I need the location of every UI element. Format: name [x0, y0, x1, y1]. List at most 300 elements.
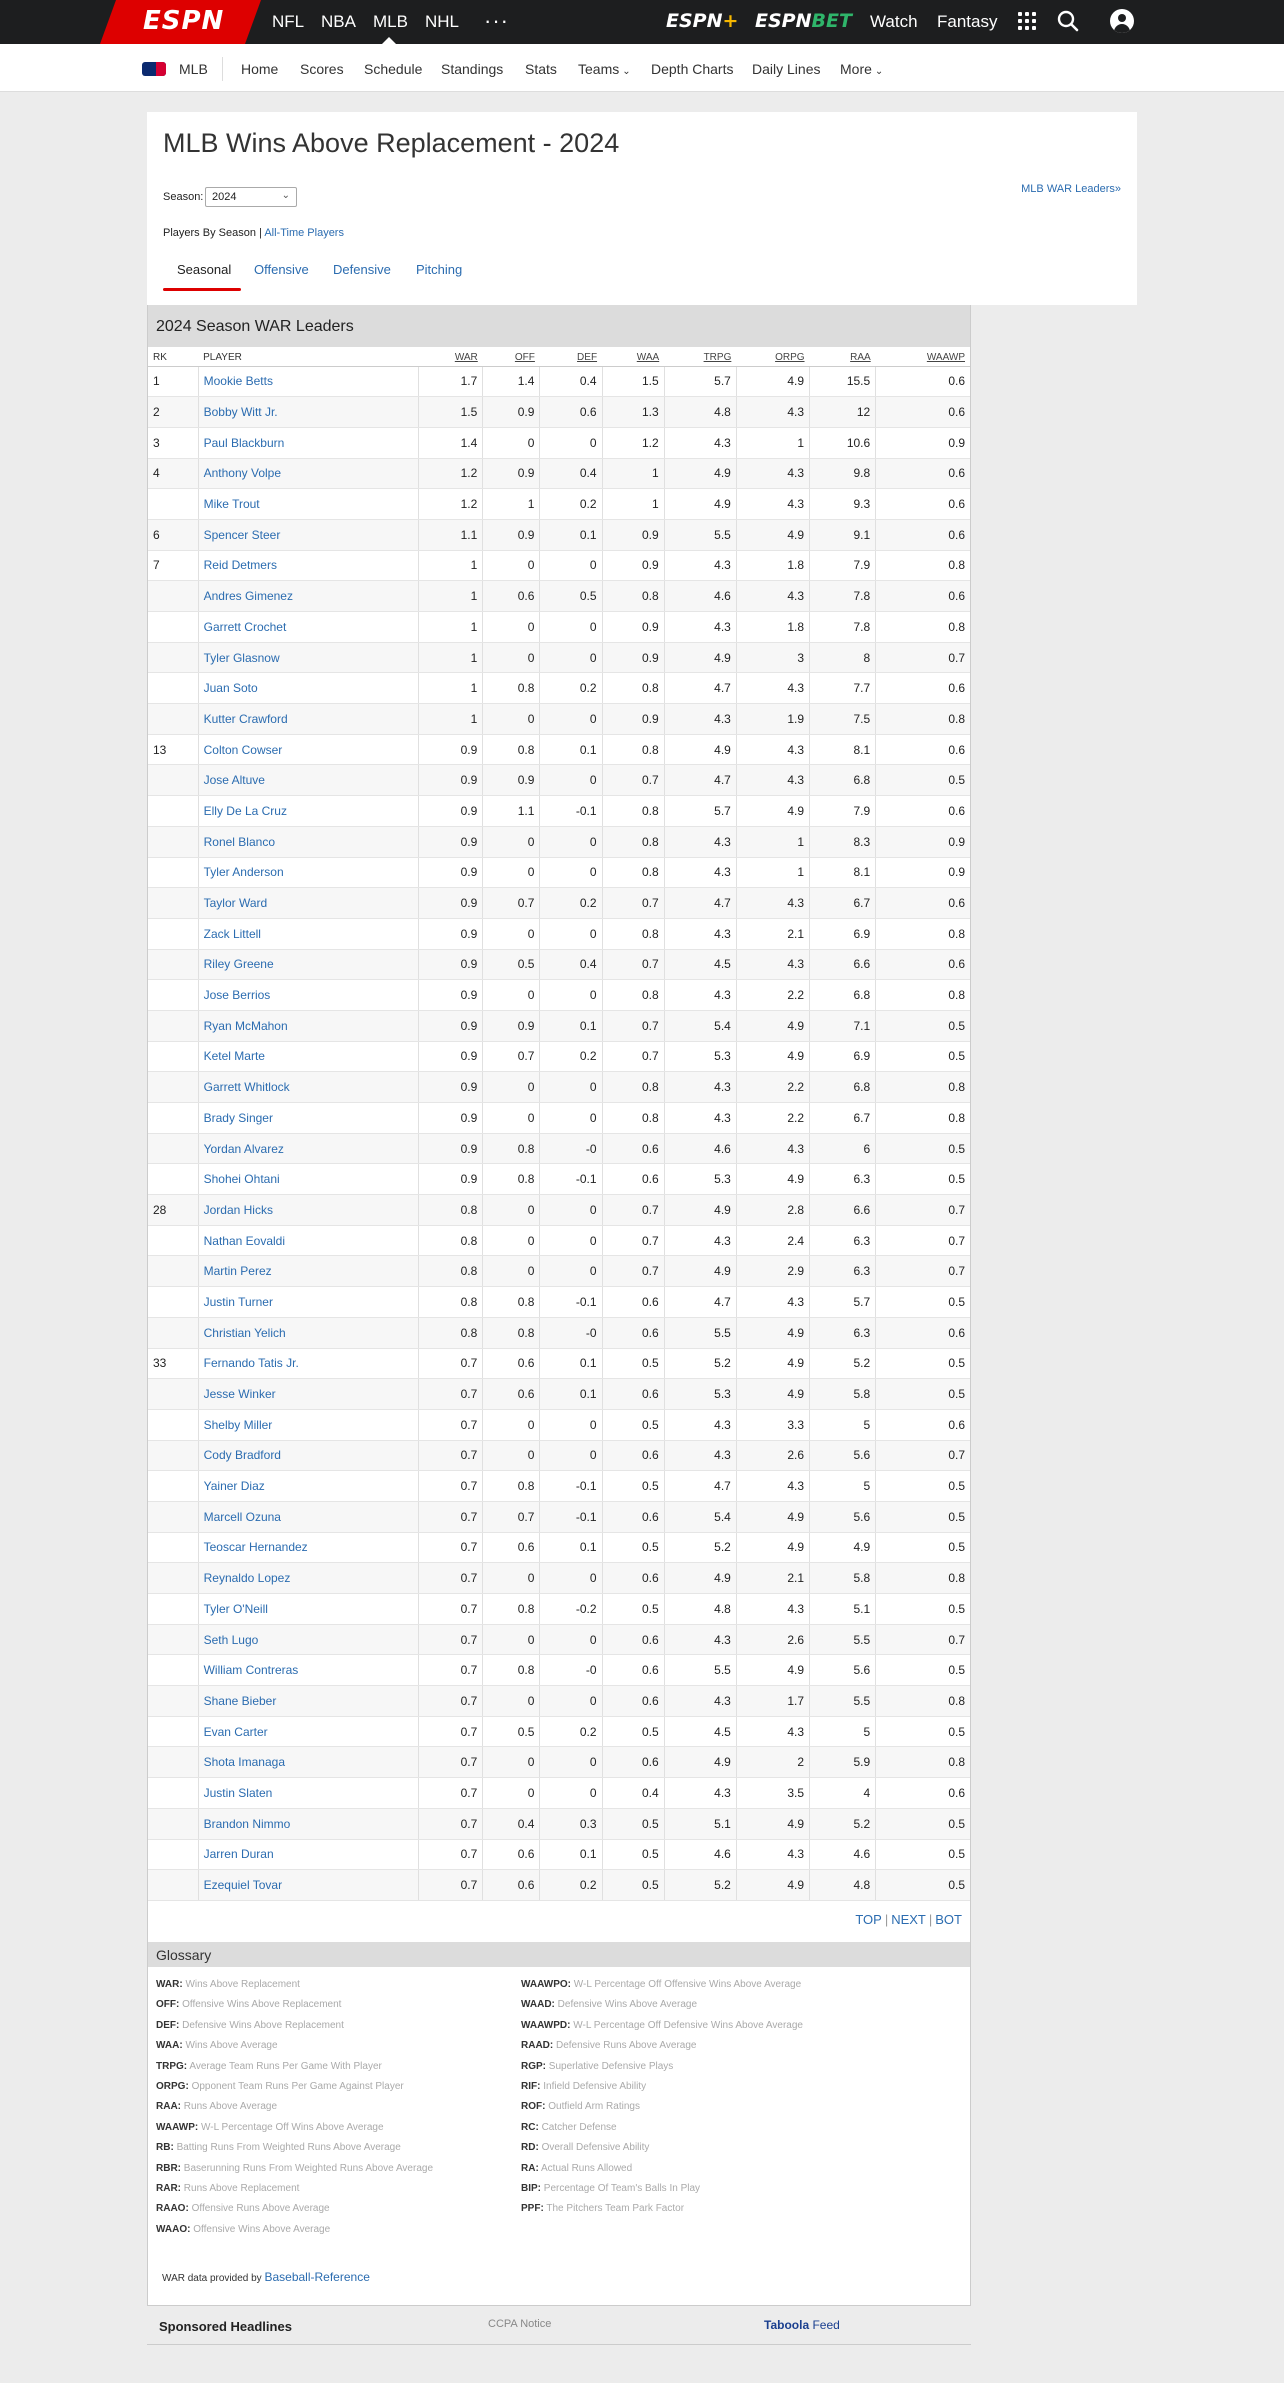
cell-war: 1.2: [419, 458, 483, 489]
nav-watch[interactable]: Watch: [870, 12, 918, 31]
taboola-feed-link[interactable]: [764, 2318, 840, 2332]
nav-nfl[interactable]: NFL: [272, 12, 305, 31]
cell-waawp: 0.5: [876, 1839, 970, 1870]
cell-waawp: 0.5: [876, 1716, 970, 1747]
mlb-logo-icon: [142, 62, 166, 76]
cell-waawp: 0.5: [876, 1808, 970, 1839]
cell-waa: 0.6: [602, 1747, 664, 1778]
cell-off: 0: [483, 1624, 540, 1655]
cell-raa: 8.1: [810, 734, 876, 765]
cell-player[interactable]: Jarren Duran: [198, 1839, 419, 1870]
cell-waawp: 0.7: [876, 1440, 970, 1471]
cell-player[interactable]: Tyler Anderson: [198, 857, 419, 888]
table-row: [148, 1256, 970, 1287]
tab-seasonal[interactable]: Seasonal: [177, 262, 232, 277]
column-header-rk: RK: [148, 350, 198, 366]
cell-player[interactable]: Ezequiel Tovar: [198, 1870, 419, 1901]
cell-orpg: 2: [736, 1747, 809, 1778]
subnav-league[interactable]: MLB: [179, 61, 208, 77]
subnav-stats[interactable]: Stats: [525, 61, 557, 77]
cell-off: 0.8: [483, 1164, 540, 1195]
cell-player[interactable]: Teoscar Hernandez: [198, 1532, 419, 1563]
cell-waawp: 0.8: [876, 1563, 970, 1594]
table-row: [148, 1010, 970, 1041]
cell-rank: [148, 857, 198, 888]
cell-rank: [148, 1594, 198, 1625]
cell-rank: [148, 1471, 198, 1502]
cell-waa: 0.8: [602, 826, 664, 857]
nav-nba[interactable]: NBA: [321, 12, 356, 31]
cell-player[interactable]: Jordan Hicks: [198, 1195, 419, 1226]
data-credit: [162, 2270, 370, 2284]
cell-waa: 0.6: [602, 1686, 664, 1717]
cell-player[interactable]: Nathan Eovaldi: [198, 1225, 419, 1256]
cell-waawp: 0.8: [876, 704, 970, 735]
cell-player[interactable]: Elly De La Cruz: [198, 796, 419, 827]
cell-orpg: 4.3: [736, 1716, 809, 1747]
cell-def: 0: [540, 1072, 602, 1103]
cell-player[interactable]: Marcell Ozuna: [198, 1501, 419, 1532]
cell-player[interactable]: Paul Blackburn: [198, 427, 419, 458]
cell-player[interactable]: Riley Greene: [198, 949, 419, 980]
cell-war: 0.7: [419, 1532, 483, 1563]
cell-waa: 1: [602, 489, 664, 520]
cell-war: 1.1: [419, 519, 483, 550]
glossary-entry: [521, 2159, 803, 2179]
subnav-home[interactable]: Home: [241, 61, 279, 77]
cell-orpg: 4.9: [736, 1010, 809, 1041]
all-time-players-link[interactable]: All-Time Players: [264, 227, 344, 239]
cell-trpg: 4.3: [664, 1778, 736, 1809]
cell-off: 0: [483, 1747, 540, 1778]
glossary-entry: [156, 2199, 433, 2219]
user-profile-icon[interactable]: [1110, 9, 1134, 33]
cell-player[interactable]: Ketel Marte: [198, 1041, 419, 1072]
cell-war: 0.9: [419, 888, 483, 919]
cell-raa: 5.6: [810, 1501, 876, 1532]
cell-trpg: 4.7: [664, 1471, 736, 1502]
cell-player[interactable]: Yordan Alvarez: [198, 1133, 419, 1164]
tab-offensive[interactable]: Offensive: [254, 262, 309, 277]
column-header-trpg[interactable]: TRPG: [664, 350, 736, 366]
cell-trpg: 5.7: [664, 796, 736, 827]
cell-waa: 0.6: [602, 1379, 664, 1410]
players-filter-line: [163, 227, 344, 239]
sub-navigation: [0, 44, 1284, 92]
cell-player[interactable]: Garrett Whitlock: [198, 1072, 419, 1103]
cell-waawp: 0.6: [876, 796, 970, 827]
cell-player[interactable]: Fernando Tatis Jr.: [198, 1348, 419, 1379]
subnav-schedule[interactable]: Schedule: [364, 61, 423, 77]
cell-player[interactable]: Spencer Steer: [198, 519, 419, 550]
glossary-entry: [156, 2138, 433, 2158]
glossary-entry: [156, 1995, 433, 2015]
search-icon[interactable]: [1057, 10, 1079, 32]
cell-waa: 0.6: [602, 1440, 664, 1471]
taboola-logo: Taboola: [764, 2318, 810, 2332]
glossary-entry: [156, 2077, 433, 2097]
glossary-entry: [521, 2016, 803, 2036]
cell-waawp: 0.6: [876, 366, 970, 397]
cell-waa: 0.8: [602, 1103, 664, 1134]
table-row: [148, 458, 970, 489]
cell-waawp: 0.5: [876, 1379, 970, 1410]
cell-war: 1: [419, 550, 483, 581]
cell-off: 0.9: [483, 397, 540, 428]
cell-waawp: 0.5: [876, 1501, 970, 1532]
cell-off: 0.5: [483, 1716, 540, 1747]
cell-waawp: 0.8: [876, 612, 970, 643]
cell-trpg: 4.3: [664, 826, 736, 857]
cell-def: -0.1: [540, 1287, 602, 1318]
glossary-entry: [521, 2199, 803, 2219]
glossary-right-column: [521, 1975, 803, 2220]
cell-player[interactable]: Justin Slaten: [198, 1778, 419, 1809]
cell-player[interactable]: Brady Singer: [198, 1103, 419, 1134]
cell-player[interactable]: Tyler O'Neill: [198, 1594, 419, 1625]
war-leaders-table: [148, 350, 970, 1901]
cell-waa: 0.5: [602, 1839, 664, 1870]
cell-player[interactable]: Garrett Crochet: [198, 612, 419, 643]
cell-waawp: 0.5: [876, 1287, 970, 1318]
glossary-definition: Outfield Arm Ratings: [548, 2101, 640, 2113]
table-row: [148, 1072, 970, 1103]
cell-player[interactable]: Andres Gimenez: [198, 581, 419, 612]
cell-waa: 0.8: [602, 918, 664, 949]
cell-def: 0: [540, 857, 602, 888]
cell-orpg: 4.9: [736, 1655, 809, 1686]
cell-rank: [148, 826, 198, 857]
cell-raa: 5.8: [810, 1563, 876, 1594]
glossary-term: DEF:: [156, 2019, 180, 2031]
cell-rank: 3: [148, 427, 198, 458]
cell-player[interactable]: Bobby Witt Jr.: [198, 397, 419, 428]
glossary-entry: [521, 2097, 803, 2117]
cell-player[interactable]: Jose Altuve: [198, 765, 419, 796]
cell-orpg: 4.3: [736, 489, 809, 520]
cell-off: 0: [483, 612, 540, 643]
cell-def: 0.1: [540, 1348, 602, 1379]
tab-defensive[interactable]: Defensive: [333, 262, 391, 277]
cell-war: 1.2: [419, 489, 483, 520]
cell-war: 0.8: [419, 1195, 483, 1226]
cell-war: 0.9: [419, 857, 483, 888]
cell-player[interactable]: Shohei Ohtani: [198, 1164, 419, 1195]
column-header-def[interactable]: DEF: [540, 350, 602, 366]
espn-bet-link[interactable]: [755, 10, 852, 32]
glossary-term: WAR:: [156, 1979, 183, 1990]
cell-player[interactable]: Shane Bieber: [198, 1686, 419, 1717]
cell-orpg: 4.9: [736, 1348, 809, 1379]
pager-bot-link[interactable]: BOT: [935, 1912, 962, 1927]
cell-off: 0: [483, 1256, 540, 1287]
cell-player[interactable]: Zack Littell: [198, 918, 419, 949]
column-header-off[interactable]: OFF: [483, 350, 540, 366]
cell-player[interactable]: Seth Lugo: [198, 1624, 419, 1655]
cell-waawp: 0.5: [876, 1164, 970, 1195]
cell-trpg: 4.3: [664, 1225, 736, 1256]
cell-raa: 6.9: [810, 918, 876, 949]
table-row: [148, 1532, 970, 1563]
cell-player[interactable]: Taylor Ward: [198, 888, 419, 919]
cell-war: 0.7: [419, 1379, 483, 1410]
cell-def: 0: [540, 918, 602, 949]
season-label: Season:: [163, 191, 204, 203]
cell-rank: [148, 1440, 198, 1471]
cell-orpg: 4.9: [736, 1501, 809, 1532]
cell-orpg: 4.3: [736, 949, 809, 980]
table-row: [148, 1501, 970, 1532]
cell-war: 0.7: [419, 1747, 483, 1778]
cell-rank: [148, 796, 198, 827]
cell-rank: [148, 1225, 198, 1256]
more-dots-icon[interactable]: ···: [484, 8, 509, 33]
taboola-feed-label: Feed: [812, 2318, 840, 2332]
cell-waa: 0.7: [602, 949, 664, 980]
cell-def: 0: [540, 1409, 602, 1440]
cell-war: 0.7: [419, 1440, 483, 1471]
cell-orpg: 4.3: [736, 1594, 809, 1625]
cell-trpg: 4.9: [664, 642, 736, 673]
cell-player[interactable]: Ryan McMahon: [198, 1010, 419, 1041]
cell-raa: 5.6: [810, 1440, 876, 1471]
ccpa-notice-link[interactable]: CCPA Notice: [488, 2318, 552, 2330]
cell-raa: 6.8: [810, 1072, 876, 1103]
column-header-waawp[interactable]: WAAWP: [876, 350, 970, 366]
cell-waawp: 0.8: [876, 1747, 970, 1778]
cell-off: 0: [483, 1409, 540, 1440]
cell-waa: 1.5: [602, 366, 664, 397]
cell-player[interactable]: Christian Yelich: [198, 1317, 419, 1348]
cell-off: 0: [483, 857, 540, 888]
cell-orpg: 1.8: [736, 612, 809, 643]
glossary-definition: Baserunning Runs From Weighted Runs Above Average: [183, 2162, 434, 2174]
cell-player[interactable]: Mike Trout: [198, 489, 419, 520]
tab-pitching[interactable]: Pitching: [416, 262, 463, 277]
cell-raa: 7.9: [810, 796, 876, 827]
apps-grid-icon[interactable]: [1018, 12, 1036, 30]
cell-orpg: 4.3: [736, 1839, 809, 1870]
table-row: [148, 1594, 970, 1625]
pager-next-link[interactable]: NEXT: [891, 1912, 926, 1927]
subnav-daily-lines[interactable]: Daily Lines: [752, 61, 821, 77]
subnav-more[interactable]: [840, 61, 883, 77]
column-header-orpg[interactable]: ORPG: [736, 350, 809, 366]
sponsored-heading: Sponsored Headlines: [159, 2319, 292, 2334]
table-row: [148, 888, 970, 919]
cell-raa: 5: [810, 1716, 876, 1747]
cell-def: 0.4: [540, 949, 602, 980]
cell-player[interactable]: Anthony Volpe: [198, 458, 419, 489]
filter-separator: |: [259, 227, 262, 239]
cell-raa: 12: [810, 397, 876, 428]
cell-war: 0.9: [419, 918, 483, 949]
cell-off: 0.7: [483, 1501, 540, 1532]
espn-logo[interactable]: ESPN: [143, 6, 225, 36]
cell-off: 0.6: [483, 1379, 540, 1410]
table-row: [148, 1041, 970, 1072]
cell-player[interactable]: Juan Soto: [198, 673, 419, 704]
season-select[interactable]: [205, 187, 297, 207]
subnav-depth-charts[interactable]: Depth Charts: [651, 61, 734, 77]
cell-rank: [148, 1501, 198, 1532]
cell-player[interactable]: Evan Carter: [198, 1716, 419, 1747]
glossary-term: RAAD:: [521, 2040, 554, 2052]
cell-war: 0.7: [419, 1594, 483, 1625]
cell-waa: 0.9: [602, 550, 664, 581]
war-leaders-link[interactable]: MLB WAR Leaders»: [1021, 183, 1121, 195]
cell-war: 0.7: [419, 1778, 483, 1809]
glossary-term: RBR:: [156, 2162, 181, 2174]
cell-player[interactable]: Ronel Blanco: [198, 826, 419, 857]
cell-off: 0.6: [483, 581, 540, 612]
subnav-standings[interactable]: Standings: [441, 61, 504, 77]
table-row: [148, 826, 970, 857]
table-row: [148, 1716, 970, 1747]
glossary-definition: Batting Runs From Weighted Runs Above Average: [176, 2142, 401, 2154]
cell-def: 0.1: [540, 734, 602, 765]
cell-player[interactable]: Yainer Diaz: [198, 1471, 419, 1502]
cell-player[interactable]: Shelby Miller: [198, 1409, 419, 1440]
espn-bet-suffix: BET: [811, 10, 852, 32]
table-row: [148, 1686, 970, 1717]
cell-waawp: 0.8: [876, 1686, 970, 1717]
cell-off: 0.8: [483, 1471, 540, 1502]
column-header-waa[interactable]: WAA: [602, 350, 664, 366]
cell-raa: 6.3: [810, 1164, 876, 1195]
glossary-entry: [156, 2159, 433, 2179]
cell-def: 0: [540, 1103, 602, 1134]
cell-rank: 2: [148, 397, 198, 428]
cell-off: 0: [483, 427, 540, 458]
cell-war: 0.7: [419, 1348, 483, 1379]
cell-orpg: 3.5: [736, 1778, 809, 1809]
nav-mlb[interactable]: MLB: [373, 12, 408, 31]
table-row: [148, 1164, 970, 1195]
cell-war: 1: [419, 673, 483, 704]
cell-def: 0: [540, 1686, 602, 1717]
cell-waawp: 0.8: [876, 550, 970, 581]
cell-waa: 0.6: [602, 1624, 664, 1655]
cell-raa: 9.1: [810, 519, 876, 550]
glossary-term: RAR:: [156, 2183, 181, 2195]
glossary-entry: [521, 2057, 803, 2077]
cell-raa: 7.8: [810, 581, 876, 612]
pager-separator: |: [928, 1912, 933, 1927]
cell-trpg: 4.6: [664, 1839, 736, 1870]
cell-player[interactable]: Colton Cowser: [198, 734, 419, 765]
cell-player[interactable]: Shota Imanaga: [198, 1747, 419, 1778]
cell-rank: [148, 1563, 198, 1594]
cell-orpg: 4.9: [736, 1317, 809, 1348]
baseball-reference-link[interactable]: Baseball-Reference: [264, 2270, 370, 2284]
table-row: [148, 1348, 970, 1379]
cell-off: 0.8: [483, 1655, 540, 1686]
cell-def: 0: [540, 1778, 602, 1809]
cell-trpg: 4.5: [664, 949, 736, 980]
cell-def: 0: [540, 1563, 602, 1594]
cell-raa: 6.8: [810, 980, 876, 1011]
cell-waawp: 0.6: [876, 734, 970, 765]
cell-player[interactable]: Reynaldo Lopez: [198, 1563, 419, 1594]
cell-war: 0.7: [419, 1655, 483, 1686]
cell-orpg: 4.9: [736, 1870, 809, 1901]
cell-waa: 0.6: [602, 1655, 664, 1686]
cell-player[interactable]: Jose Berrios: [198, 980, 419, 1011]
cell-trpg: 4.9: [664, 1195, 736, 1226]
cell-off: 0.6: [483, 1839, 540, 1870]
cell-waa: 0.9: [602, 519, 664, 550]
cell-off: 0.8: [483, 1594, 540, 1625]
cell-player[interactable]: Kutter Crawford: [198, 704, 419, 735]
table-row: [148, 366, 970, 397]
glossary-definition: Defensive Wins Above Average: [557, 1999, 698, 2011]
subnav-scores[interactable]: Scores: [300, 61, 344, 77]
cell-trpg: 4.6: [664, 581, 736, 612]
column-header-war[interactable]: WAR: [419, 350, 483, 366]
cell-off: 0.6: [483, 1870, 540, 1901]
cell-rank: [148, 980, 198, 1011]
subnav-teams[interactable]: [578, 61, 631, 77]
cell-player[interactable]: Mookie Betts: [198, 366, 419, 397]
glossary-term: ORPG:: [156, 2081, 189, 2093]
cell-player[interactable]: Jesse Winker: [198, 1379, 419, 1410]
cell-player[interactable]: Martin Perez: [198, 1256, 419, 1287]
cell-waa: 1.3: [602, 397, 664, 428]
cell-war: 0.9: [419, 796, 483, 827]
cell-waawp: 0.6: [876, 673, 970, 704]
glossary-entry: [156, 2016, 433, 2036]
cell-player[interactable]: Brandon Nimmo: [198, 1808, 419, 1839]
cell-waawp: 0.6: [876, 1317, 970, 1348]
glossary-term: RGP:: [521, 2060, 546, 2072]
cell-off: 1.4: [483, 366, 540, 397]
cell-trpg: 4.3: [664, 1440, 736, 1471]
cell-player[interactable]: Reid Detmers: [198, 550, 419, 581]
glossary-heading-bar: [148, 1942, 970, 1967]
nav-nhl[interactable]: NHL: [425, 12, 460, 31]
cell-def: 0: [540, 1624, 602, 1655]
cell-player[interactable]: Tyler Glasnow: [198, 642, 419, 673]
cell-orpg: 1.8: [736, 550, 809, 581]
espn-plus-link[interactable]: [666, 10, 738, 32]
table-pager: [855, 1912, 962, 1927]
cell-trpg: 4.3: [664, 918, 736, 949]
sponsored-headlines-bar: [147, 2305, 971, 2345]
cell-waa: 0.5: [602, 1870, 664, 1901]
cell-orpg: 2.9: [736, 1256, 809, 1287]
cell-trpg: 4.3: [664, 1072, 736, 1103]
cell-player[interactable]: Justin Turner: [198, 1287, 419, 1318]
cell-orpg: 1: [736, 826, 809, 857]
cell-waa: 0.5: [602, 1808, 664, 1839]
cell-raa: 9.8: [810, 458, 876, 489]
nav-fantasy[interactable]: Fantasy: [937, 12, 998, 31]
pager-top-link[interactable]: TOP: [855, 1912, 882, 1927]
players-by-season-label: Players By Season: [163, 227, 256, 239]
cell-waa: 0.6: [602, 1317, 664, 1348]
cell-waawp: 0.6: [876, 458, 970, 489]
cell-player[interactable]: William Contreras: [198, 1655, 419, 1686]
cell-orpg: 4.3: [736, 581, 809, 612]
cell-orpg: 4.3: [736, 1471, 809, 1502]
column-header-raa[interactable]: RAA: [810, 350, 876, 366]
cell-waa: 0.6: [602, 1164, 664, 1195]
cell-player[interactable]: Cody Bradford: [198, 1440, 419, 1471]
cell-def: -0: [540, 1133, 602, 1164]
subnav-teams-label: Teams: [578, 61, 620, 77]
table-heading: 2024 Season WAR Leaders: [156, 318, 354, 335]
